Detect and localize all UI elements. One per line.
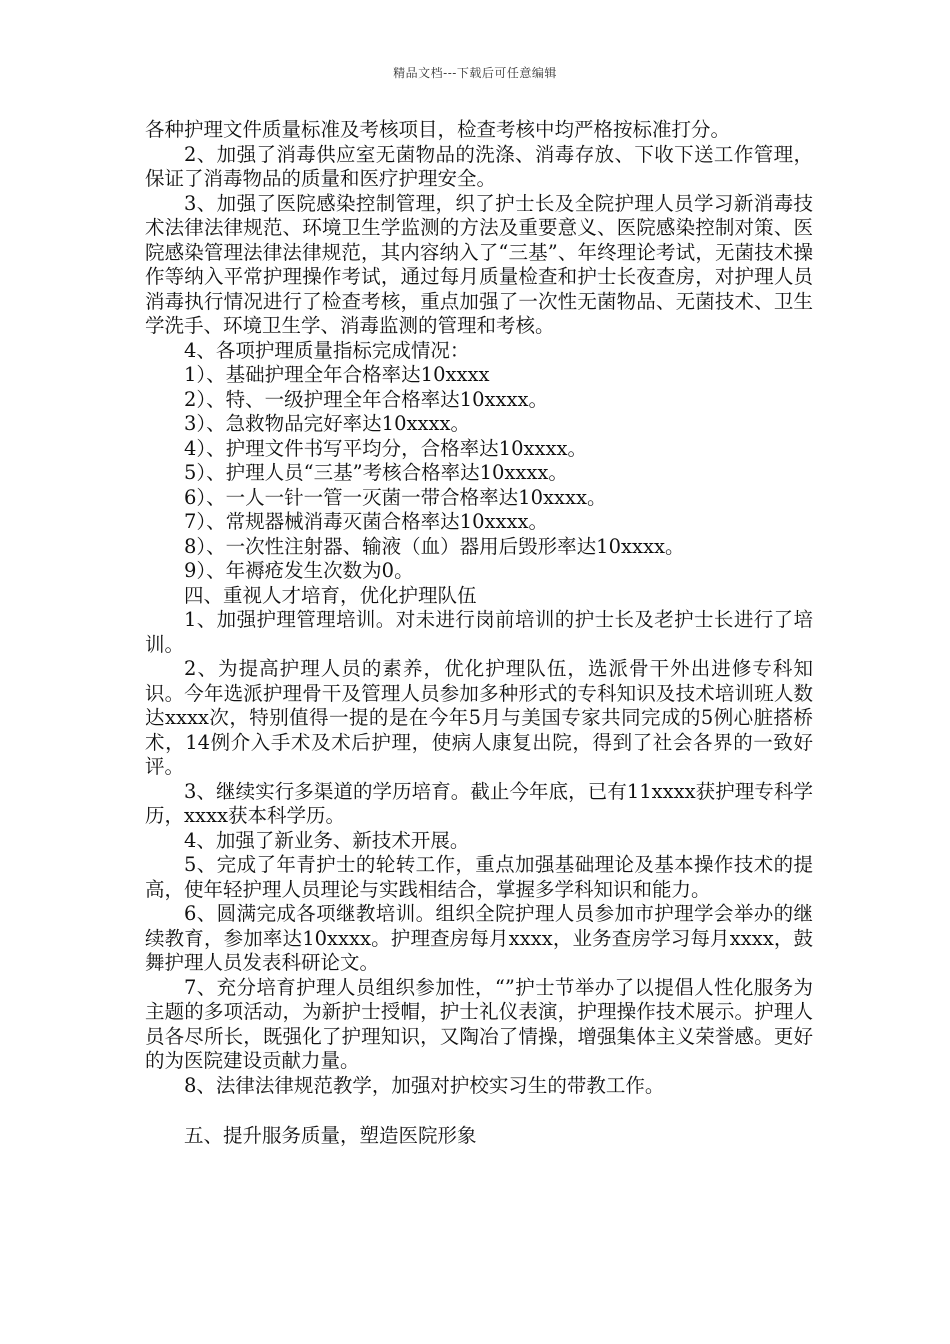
paragraph-quality-indicators: 4、各项护理质量指标完成情况： [184, 338, 470, 362]
list-item: 6）、一人一针一管一灭菌一带合格率达10xxxx。 [184, 485, 607, 509]
paragraph-infection-control: 3、加强了医院感染控制管理，织了护士长及全院护理人员学习新消毒技术法律法律规范、环境卫生学监测的方法及重要意义、医院感染控制对策、医院感染管理法律法律规范，其内容纳入了“三基”、年终理论考试，无菌技术操作等纳入平常护理操作考试，通过每月质量检查和护士长夜查房，对护理人员消毒执行情况进行了检查考核，重点加强了一次性无菌物品、无菌技术、卫生学洗手、环境卫生学、消毒监测的管理和考核。 [145, 191, 813, 337]
paragraph-continuing-education: 6、圆满完成各项继教培训。组织全院护理人员参加市护理学会举办的继续教育，参加率达10xxxx。护理查房每月xxxx，业务查房学习每月xxxx，鼓舞护理人员发表科研论文。 [145, 902, 813, 974]
paragraph-management-training: 1、加强护理管理培训。对未进行岗前培训的护士长及老护士长进行了培训。 [145, 608, 813, 656]
paragraph-gap [145, 1098, 813, 1124]
paragraph-staff-quality: 2、为提高护理人员的素养，优化护理队伍，选派骨干外出进修专科知识。今年选派护理骨干及管理人员参加多种形式的专科知识及技术培训班人数达xxxx次，特别值得一提的是在今年5月与美国专家共同完成的5例心脏搭桥术，14例介入手术及术后护理，使病人康复出院，得到了社会各界的一致好评。 [145, 657, 813, 778]
list-item: 8）、一次性注射器、输液（血）器用后毁形率达10xxxx。 [184, 534, 685, 558]
paragraph-continuation: 各种护理文件质量标准及考核项目，检查考核中均严格按标准打分。 [145, 118, 731, 141]
section-heading-service: 五、提升服务质量，塑造医院形象 [184, 1124, 477, 1147]
paragraph-new-technology: 4、加强了新业务、新技术开展。 [184, 828, 470, 852]
list-item: 4）、护理文件书写平均分，合格率达10xxxx。 [184, 436, 587, 460]
list-item: 7）、常规器械消毒灭菌合格率达10xxxx。 [184, 510, 548, 533]
list-item: 2）、特、一级护理全年合格率达10xxxx。 [184, 387, 548, 411]
list-item: 5）、护理人员“三基”考核合格率达10xxxx。 [184, 461, 568, 484]
paragraph-teaching: 8、法律法律规范教学，加强对护校实习生的带教工作。 [184, 1073, 665, 1097]
document-body [145, 118, 813, 1149]
section-heading-talent: 四、重视人才培育，优化护理队伍 [184, 583, 477, 607]
list-item: 3）、急救物品完好率达10xxxx。 [184, 412, 470, 435]
page-header: 精品文档---下载后可任意编辑 [393, 66, 557, 80]
paragraph-education: 3、继续实行多渠道的学历培育。截止今年底，已有11xxxx获护理专科学历，xxxx获本科学历。 [145, 779, 813, 827]
paragraph-nurses-day: 7、充分培育护理人员组织参加性，“”护士节举办了以提倡人性化服务为主题的多项活动，为新护士授帽，护士礼仪表演，护理操作技术展示。护理人员各尽所长，既强化了护理知识，又陶冶了情操，增强集体主义荣誉感。更好的为医院建设贡献力量。 [145, 975, 813, 1072]
paragraph-rotation: 5、完成了年青护士的轮转工作，重点加强基础理论及基本操作技术的提高，使年轻护理人员理论与实践相结合，掌握多学科知识和能力。 [145, 853, 813, 901]
list-item: 1）、基础护理全年合格率达10xxxx [184, 363, 490, 386]
list-item: 9）、年褥疮发生次数为0。 [184, 559, 414, 582]
paragraph-disinfection-supply: 2、加强了消毒供应室无菌物品的洗涤、消毒存放、下收下送工作管理，保证了消毒物品的质量和医疗护理安全。 [145, 142, 813, 190]
